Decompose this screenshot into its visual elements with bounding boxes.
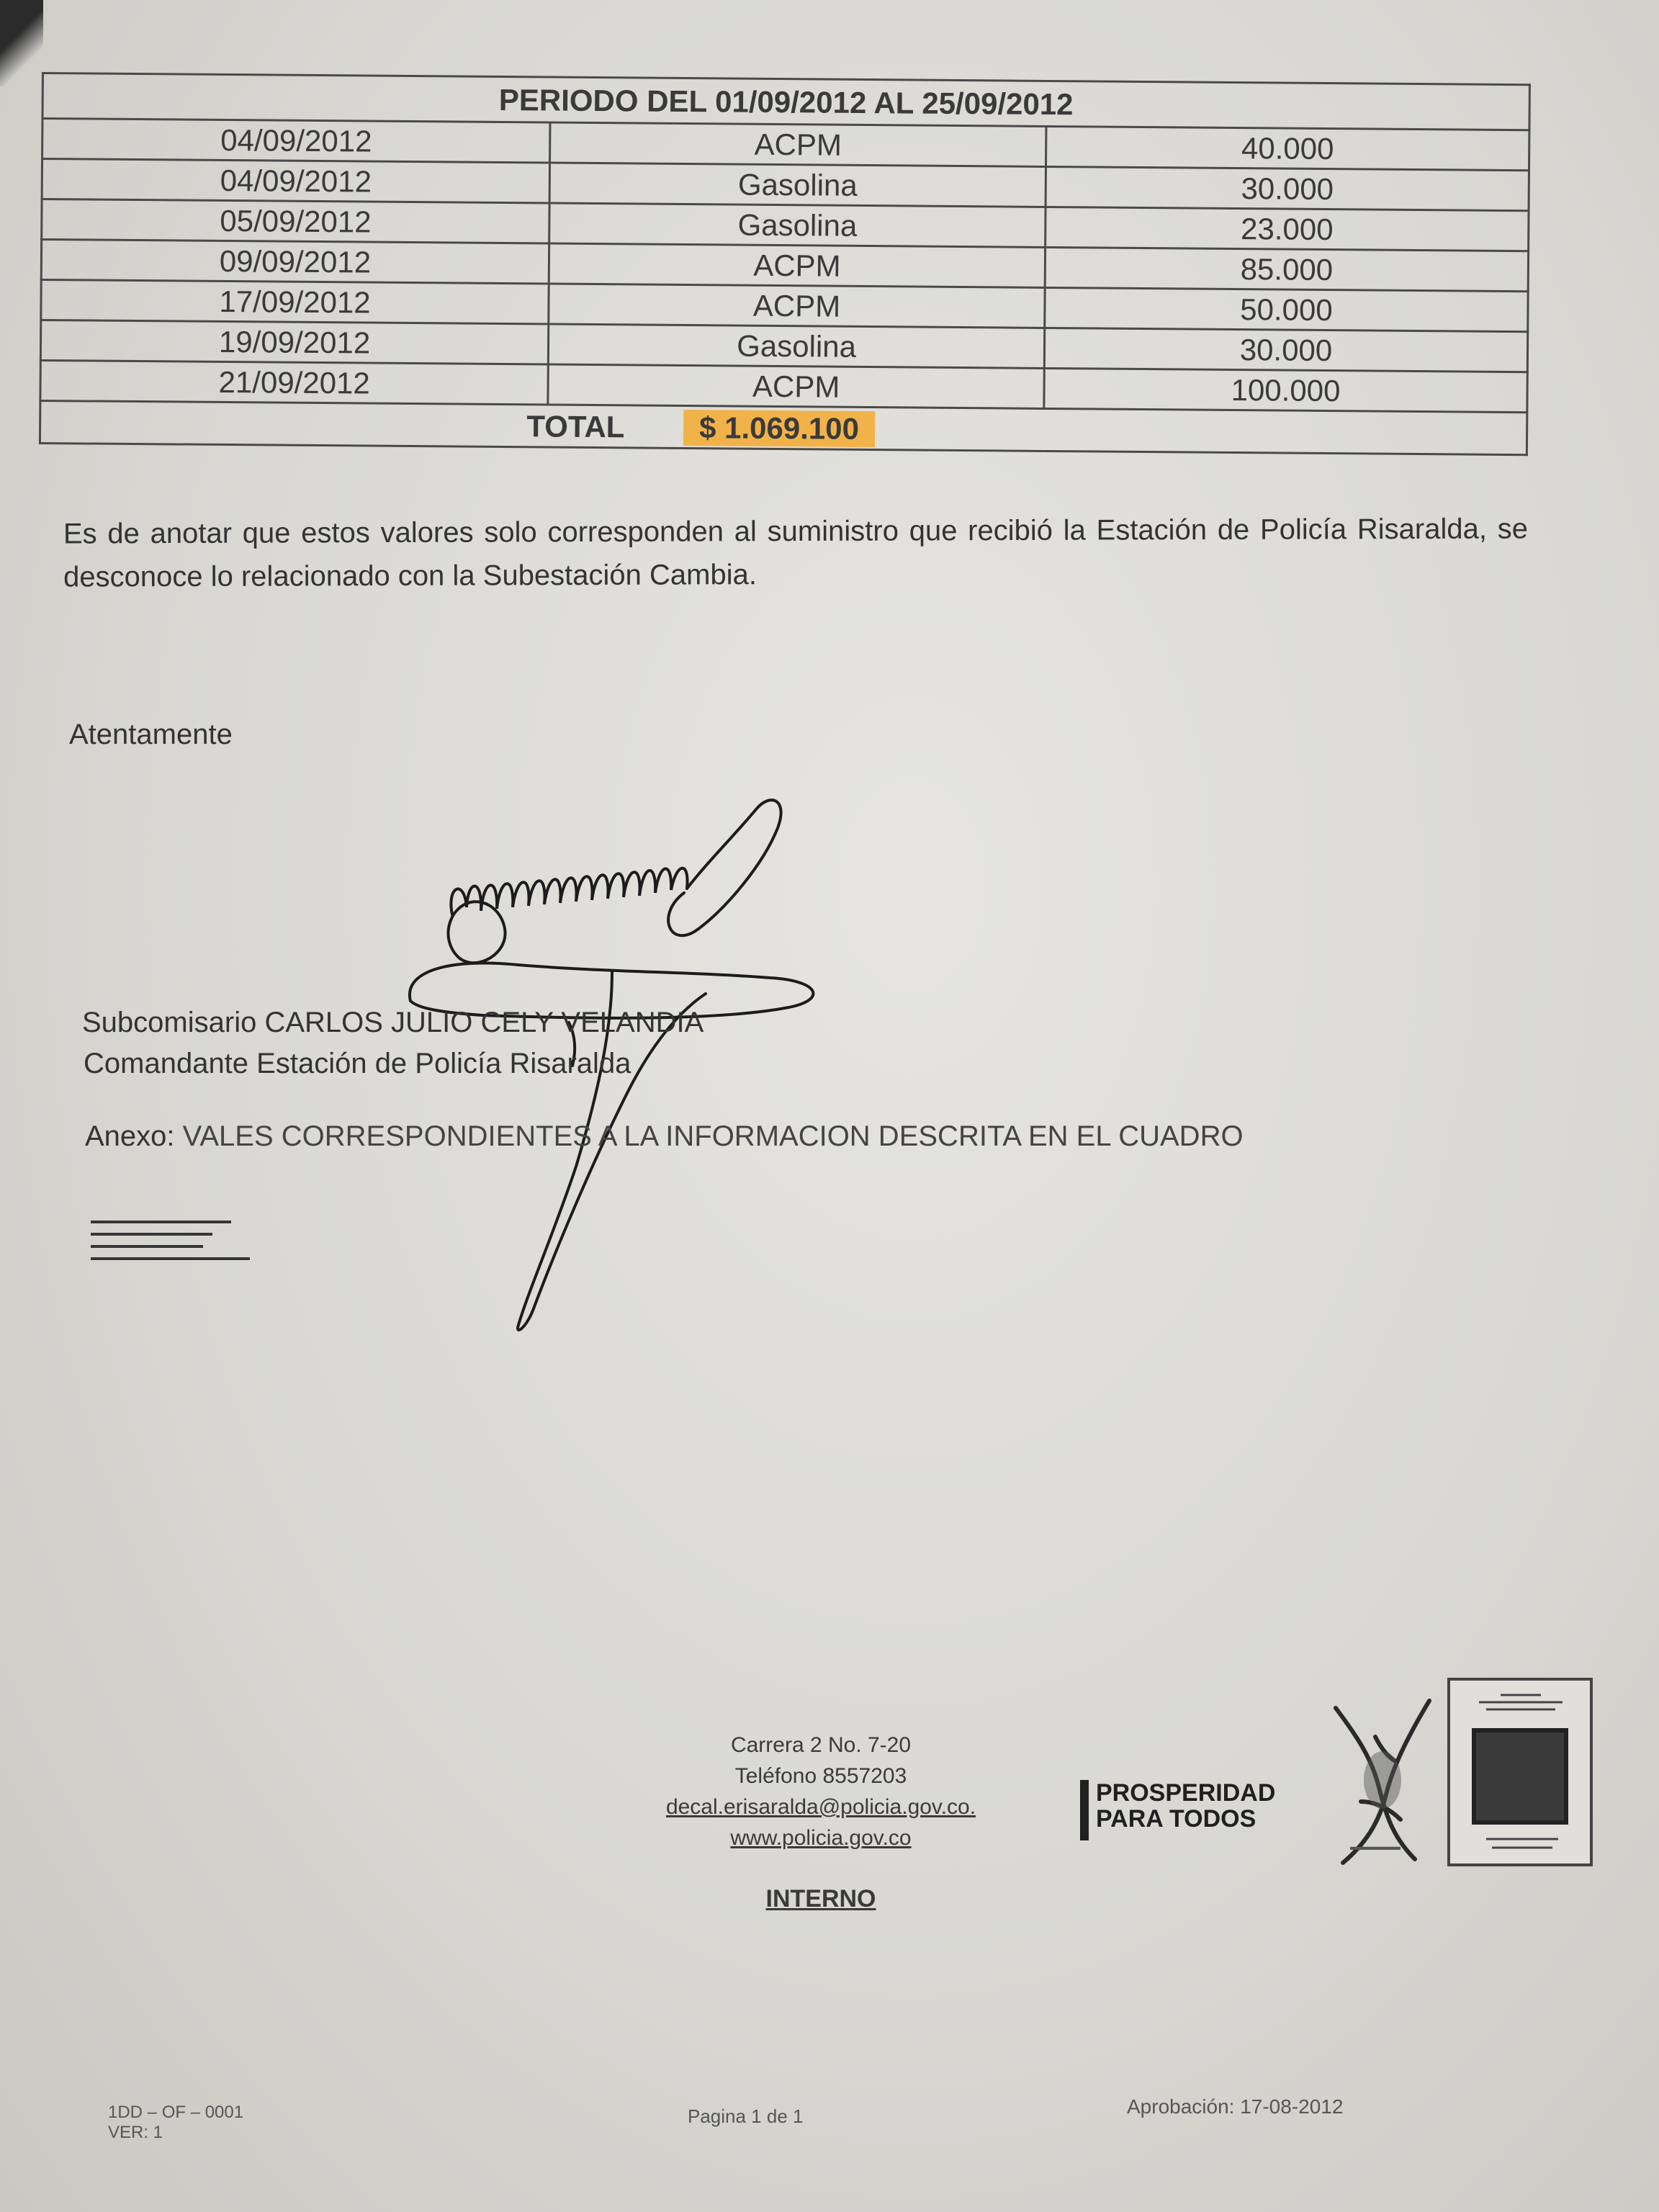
row-amount: 100.000 bbox=[1044, 368, 1527, 412]
logo-text-line2: PARA TODOS bbox=[1096, 1805, 1256, 1833]
signer-role: Comandante Estación de Policía Risaralda bbox=[84, 1048, 631, 1079]
row-fuel: ACPM bbox=[549, 243, 1045, 287]
row-fuel: Gasolina bbox=[549, 203, 1046, 247]
approval-date: Aprobación: 17-08-2012 bbox=[1127, 2095, 1344, 2118]
period-header: PERIODO DEL 01/09/2012 AL 25/09/2012 bbox=[42, 73, 1529, 130]
annex-line bbox=[85, 1120, 1244, 1153]
row-amount: 23.000 bbox=[1046, 207, 1529, 251]
annex-label: Anexo: bbox=[85, 1120, 175, 1152]
small-print-line: ▬▬▬▬▬▬▬▬▬▬▬▬▬ bbox=[91, 1227, 212, 1238]
row-fuel: ACPM bbox=[550, 122, 1046, 166]
document-code-line2: VER: 1 bbox=[108, 2123, 163, 2142]
row-date: 05/09/2012 bbox=[42, 199, 550, 244]
coat-of-arms-caption: ▬▬▬▬▬ bbox=[1350, 1840, 1401, 1852]
small-print-line: ▬▬▬▬▬▬▬▬▬▬▬▬ bbox=[91, 1239, 203, 1250]
row-amount: 40.000 bbox=[1046, 126, 1529, 170]
annex-text: VALES CORRESPONDIENTES A LA INFORMACION DESCRITA EN EL CUADRO bbox=[182, 1120, 1244, 1152]
row-amount: 30.000 bbox=[1046, 166, 1529, 210]
row-amount: 85.000 bbox=[1045, 247, 1528, 291]
footer-address: Carrera 2 No. 7-20 bbox=[730, 1733, 912, 1757]
total-value: $ 1.069.100 bbox=[683, 410, 875, 447]
note-paragraph: Es de anotar que estos valores solo corresponden al suministro que recibió la Estación de Policía Risaralda, se desconoce lo relacionado con la Subestación Cambia. bbox=[63, 513, 1528, 593]
small-print-metadata bbox=[91, 1214, 250, 1263]
document-code bbox=[108, 2103, 243, 2143]
page-corner-shadow bbox=[0, 0, 43, 86]
row-amount: 30.000 bbox=[1044, 328, 1527, 372]
certification-stamp-icon bbox=[1447, 1678, 1593, 1866]
row-fuel: ACPM bbox=[548, 364, 1044, 408]
row-amount: 50.000 bbox=[1045, 287, 1528, 331]
small-print-line: ▬▬▬▬▬▬▬▬▬▬▬▬▬▬▬▬▬ bbox=[91, 1251, 250, 1262]
logo-text-line1: PROSPERIDAD bbox=[1096, 1779, 1276, 1807]
row-date: 17/09/2012 bbox=[41, 280, 549, 325]
closing-salutation: Atentamente bbox=[69, 719, 233, 750]
total-label: TOTAL bbox=[526, 408, 625, 444]
document-code-line1: 1DD – OF – 0001 bbox=[108, 2103, 244, 2122]
footer-email-link[interactable]: decal.erisaralda@policia.gov.co. bbox=[665, 1795, 976, 1819]
row-fuel: ACPM bbox=[549, 284, 1045, 328]
footer-contact-block bbox=[590, 1730, 1051, 1853]
fuel-supply-table bbox=[39, 72, 1531, 456]
stamp-bottom-lines bbox=[1479, 1833, 1565, 1855]
signer-name: Subcomisario CARLOS JULIO CELY VELANDIA bbox=[82, 1007, 704, 1038]
row-date: 09/09/2012 bbox=[41, 240, 549, 284]
stamp-seal bbox=[1472, 1728, 1568, 1825]
row-fuel: Gasolina bbox=[548, 324, 1044, 368]
row-fuel: Gasolina bbox=[549, 163, 1046, 207]
row-date: 04/09/2012 bbox=[42, 119, 551, 163]
row-date: 04/09/2012 bbox=[42, 159, 550, 204]
small-print-line: ▬▬▬▬▬▬▬▬▬▬▬▬▬▬▬ bbox=[91, 1215, 231, 1226]
footer-phone: Teléfono 8557203 bbox=[734, 1764, 907, 1788]
stamp-text-lines bbox=[1465, 1691, 1577, 1719]
prosperidad-logo bbox=[1080, 1780, 1318, 1840]
row-date: 19/09/2012 bbox=[40, 320, 549, 365]
classification-label: INTERNO bbox=[765, 1885, 876, 1912]
footer-website-link[interactable]: www.policia.gov.co bbox=[730, 1826, 912, 1850]
page-number: Pagina 1 de 1 bbox=[688, 2105, 804, 2127]
row-date: 21/09/2012 bbox=[40, 360, 549, 405]
